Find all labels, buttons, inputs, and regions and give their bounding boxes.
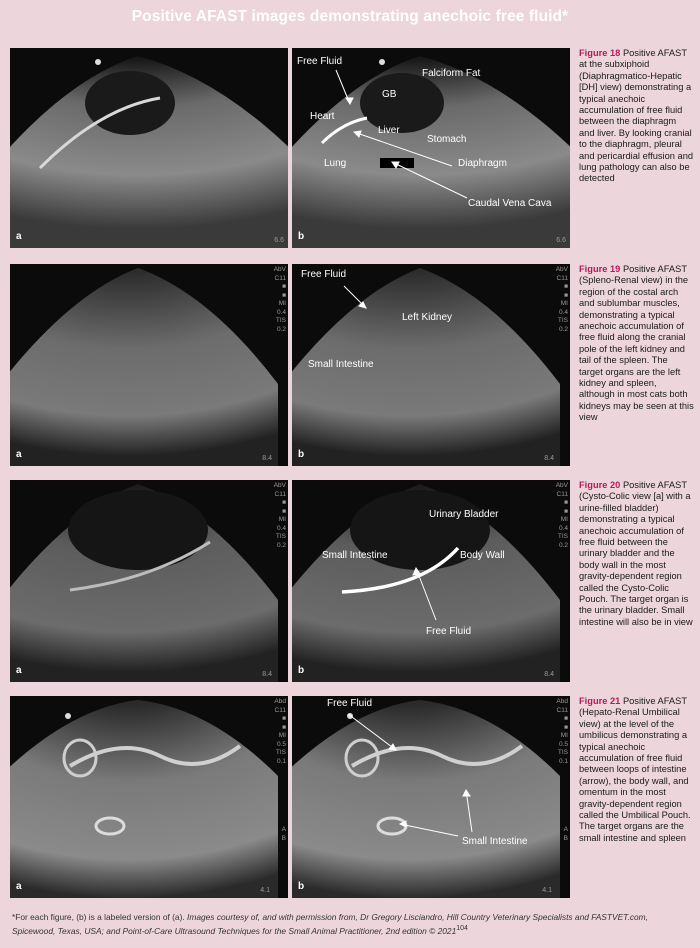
depth-readout: 6.6 [556,237,566,244]
fig19-panel-a [10,264,288,466]
panel-letter: b [298,231,305,242]
page-title: Positive AFAST images demonstrating anechoic free fluid* [131,8,569,25]
side-readout: AbV C11 ■ ■ MI 0.4 TIS 0.2 [555,482,568,549]
figure-20-caption [579,480,694,628]
footnote-lead: *For each figure, (b) is a labeled version of (a). [12,912,185,922]
label-small-intestine: Small Intestine [322,550,388,561]
depth-readout: 6.6 [274,237,284,244]
caption-text: Positive AFAST (Spleno-Renal view) in the region of the costal arch and sublumbar muscles, demonstrating a typical anechoic accumulation of free fluid along the cranial pole of the left kidney and tail of the spleen. The target organs are the left kidney and spleen, although in most cats both kidneys may be seen at this view [579,264,694,423]
fig21-panel-b [292,696,570,898]
label-lung: Lung [324,158,347,169]
figure-21-caption [579,696,694,844]
label-gb: GB [382,89,397,100]
label-free-fluid: Free Fluid [297,56,343,67]
depth-readout: 8.4 [262,671,272,678]
label-heart: Heart [310,111,335,122]
label-stomach: Stomach [427,134,467,145]
label-left-kidney: Left Kidney [402,312,453,323]
side-readout: Abd C11 ■ ■ MI 0.5 TIS 0.1 A B [556,698,568,842]
label-diaphragm: Diaphragm [458,158,507,169]
label-small-intestine: Small Intestine [308,359,374,370]
caption-text: Positive AFAST (Hepato-Renal Umbilical view) at the level of the umbilicus demonstrating a typical anechoic accumulation of free fluid between loops of intestine (arrow), the body wall, and omentum in the most gravity-dependent region called the Umbilical Pouch. The target organs are the small intestine and spleen [579,696,691,843]
fig19-panel-b [292,264,570,466]
depth-readout: 4.1 [260,887,270,894]
figure-19-caption [579,264,694,424]
side-readout: AbV C11 ■ ■ MI 0.4 TIS 0.2 [555,266,568,333]
panel-letter: a [16,231,22,242]
ultrasound-fan-image [10,696,288,898]
ultrasound-fan-image [292,696,570,898]
depth-readout: 4.1 [542,887,552,894]
footnote-credit: Images courtesy of, and with permission from, Dr Gregory Lisciandro, Hill Country Veterinary Specialists and FASTVET.com, Spicewood, Texas, USA; and Point-of-Care Ultrasound Techniques for the Small Animal Practitioner, 2nd edition © 2021 [12,912,648,936]
panel-letter: a [16,665,22,676]
panel-letter: a [16,881,22,892]
side-readout: AbV C11 ■ ■ MI 0.4 TIS 0.2 [273,482,286,549]
fig20-panel-b [292,480,570,682]
ultrasound-fan-image [10,480,288,682]
footnote [12,912,692,937]
figure-18-caption [579,48,694,185]
figure-label: Figure 20 [579,480,621,490]
label-falciform-fat: Falciform Fat [422,68,481,79]
fig18-panel-b [292,48,570,248]
side-readout: Abd C11 ■ ■ MI 0.5 TIS 0.1 A B [274,698,286,842]
ultrasound-fan-image [10,48,288,248]
ultrasound-fan-image [10,264,288,466]
fig21-panel-a [10,696,288,898]
side-readout: AbV C11 ■ ■ MI 0.4 TIS 0.2 [273,266,286,333]
depth-readout: 8.4 [544,671,554,678]
caption-text: Positive AFAST at the subxiphoid (Diaphragmatico-Hepatic [DH] view) demonstrating a typical anechoic accumulation of free fluid between the diaphragm and liver. By looking cranial to the diaphragm, pleural and pericardial effusion and lung pathology can also be detected [579,48,694,184]
label-liver: Liver [378,125,400,136]
label-free-fluid: Free Fluid [301,269,347,280]
panel-letter: b [298,449,305,460]
label-free-fluid: Free Fluid [426,626,472,637]
label-small-intestine: Small Intestine [462,836,528,847]
fig20-panel-a [10,480,288,682]
panel-letter: b [298,881,305,892]
label-caudal-vena-cava: Caudal Vena Cava [468,198,552,209]
label-free-fluid: Free Fluid [327,698,373,709]
depth-readout: 8.4 [544,455,554,462]
panel-letter: a [16,449,22,460]
fig18-panel-a [10,48,288,248]
figure-label: Figure 19 [579,264,621,274]
label-body-wall: Body Wall [460,550,505,561]
depth-readout: 8.4 [262,455,272,462]
figure-label: Figure 18 [579,48,621,58]
footnote-ref: 104 [456,925,468,932]
figure-label: Figure 21 [579,696,621,706]
panel-letter: b [298,665,305,676]
caption-text: Positive AFAST (Cysto-Colic view [a] with a urine-filled bladder) demonstrating a typical anechoic accumulation of free fluid between the urinary bladder and the body wall in the most gravity-dependent region called the Cysto-Colic Pouch. The target organ is the urinary bladder. Small intestine will also be in view [579,480,693,627]
label-urinary-bladder: Urinary Bladder [429,509,499,520]
